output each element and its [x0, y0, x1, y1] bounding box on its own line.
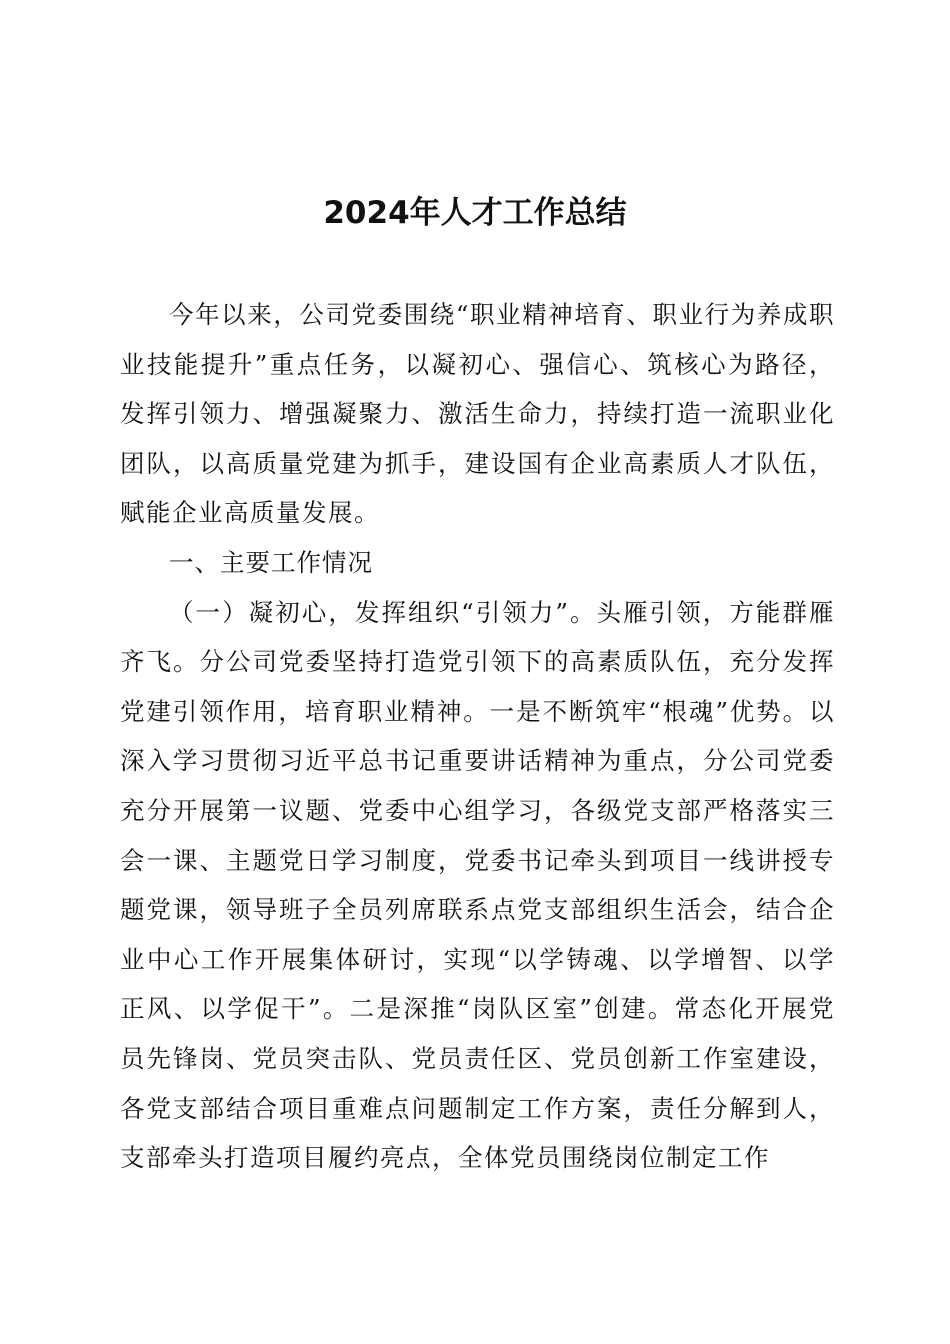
- intro-paragraph: 今年以来，公司党委围绕“职业精神培育、职业行为养成职业技能提升”重点任务，以凝初心、强信心、筑核心为路径，发挥引领力、增强凝聚力、激活生命力，持续打造一流职业化团队，以高质量党建为抓手，建设国有企业高素质人才队伍，赋能企业高质量发展。: [120, 300, 835, 528]
- document-title: 2024年人才工作总结: [323, 195, 627, 231]
- section-heading: 一、主要工作情况: [169, 547, 373, 577]
- document-body: [120, 290, 835, 1183]
- section-paragraph: （一）凝初心，发挥组织“引领力”。头雁引领，方能群雁齐飞。分公司党委坚持打造党引领下的高素质队伍，充分发挥党建引领作用，培育职业精神。一是不断筑牢“根魂”优势。以深入学习贯彻习近平总书记重要讲话精神为重点，分公司党委充分开展第一议题、党委中心组学习，各级党支部严格落实三会一课、主题党日学习制度，党委书记牵头到项目一线讲授专题党课，领导班子全员列席联系点党支部组织生活会，结合企业中心工作开展集体研讨，实现“以学铸魂、以学增智、以学正风、以学促干”。二是深推“岗队区室”创建。常态化开展党员先锋岗、党员突击队、党员责任区、党员创新工作室建设，各党支部结合项目重难点问题制定工作方案，责任分解到人，支部牵头打造项目履约亮点，全体党员围绕岗位制定工作: [120, 597, 835, 1173]
